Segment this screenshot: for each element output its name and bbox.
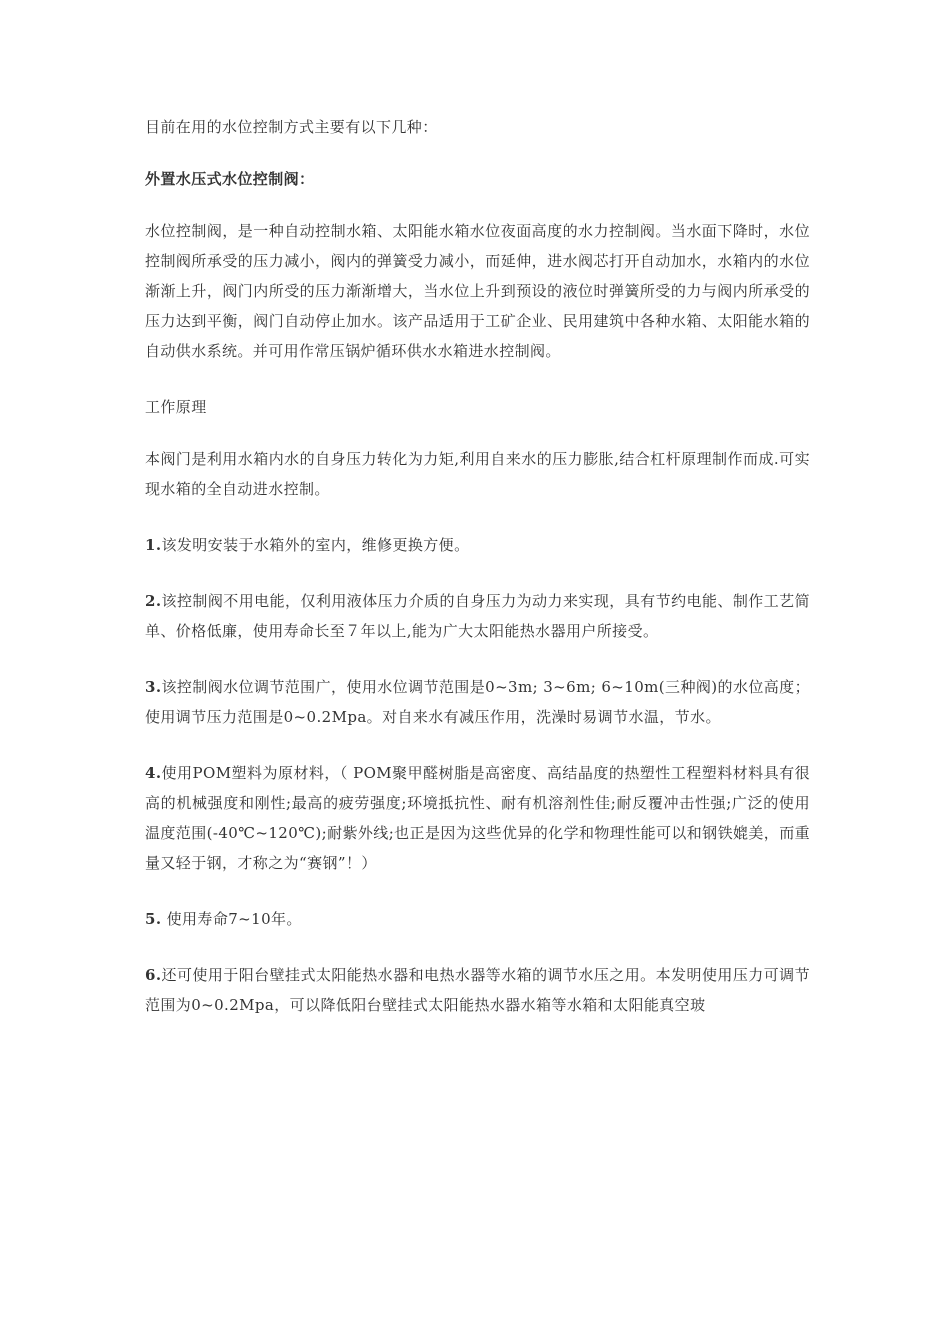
list-item-text: 该发明安装于水箱外的室内，维修更换方便。: [161, 536, 470, 554]
list-item-number: 5.: [145, 910, 162, 928]
document-body: [145, 112, 810, 1046]
list-item-text: 该控制阀不用电能，仅利用液体压力介质的自身压力为动力来实现，具有节约电能、制作工艺简单、价格低廉，使用寿命长至７年以上,能为广大太阳能热水器用户所接受。: [145, 592, 810, 640]
list-item-number: 2.: [145, 592, 162, 610]
list-item-text: 使用寿命7~10年。: [161, 910, 302, 928]
principle-paragraph: 本阀门是利用水箱内水的自身压力转化为力矩,利用自来水的压力膨胀,结合杠杆原理制作而成.可实现水箱的全自动进水控制。: [145, 450, 810, 498]
list-item-4: [145, 758, 810, 878]
description-paragraph: 水位控制阀，是一种自动控制水箱、太阳能水箱水位夜面高度的水力控制阀。当水面下降时，水位控制阀所承受的压力减小，阀内的弹簧受力减小，而延伸，进水阀芯打开自动加水，水箱内的水位渐渐上升，阀门内所受的压力渐渐增大，当水位上升到预设的液位时弹簧所受的力与阀内所承受的压力达到平衡，阀门自动停止加水。该产品适用于工矿企业、民用建筑中各种水箱、太阳能水箱的自动供水系统。并可用作常压锅炉循环供水水箱进水控制阀。: [145, 222, 810, 360]
list-item-2: [145, 586, 810, 646]
list-item-text: 使用POM塑料为原材料，（ POM聚甲醛树脂是高密度、高结晶度的热塑性工程塑料材料具有很高的机械强度和刚性;最高的疲劳强度;环境抵抗性、耐有机溶剂性佳;耐反覆冲击性强;广泛的使用温度范围(-40℃~120℃);耐紫外线;也正是因为这些优异的化学和物理性能可以和钢铁媲美，而重量又轻于钢，才称之为“赛钢”！）: [145, 764, 810, 872]
list-item-number: 6.: [145, 966, 162, 984]
list-item-number: 3.: [145, 678, 162, 696]
intro-text: 目前在用的水位控制方式主要有以下几种：: [145, 118, 438, 136]
list-item-1: [145, 530, 810, 560]
list-item-number: 4.: [145, 764, 162, 782]
list-item-text: 还可使用于阳台壁挂式太阳能热水器和电热水器等水箱的调节水压之用。本发明使用压力可调节范围为0~0.2Mpa，可以降低阳台壁挂式太阳能热水器水箱等水箱和太阳能真空玻: [145, 966, 810, 1014]
list-item-6: [145, 960, 810, 1020]
list-item-number: 1.: [145, 536, 162, 554]
principle-title: 工作原理: [145, 398, 207, 416]
section-heading: 外置水压式水位控制阀：: [145, 170, 315, 188]
list-item-3: [145, 672, 810, 732]
list-item-text: 该控制阀水位调节范围广，使用水位调节范围是0~3m; 3~6m; 6~10m(三种阀)的水位高度；使用调节压力范围是0~0.2Mpa。对自来水有减压作用，洗澡时易调节水温，节水。: [145, 678, 810, 726]
list-item-5: [145, 904, 810, 934]
